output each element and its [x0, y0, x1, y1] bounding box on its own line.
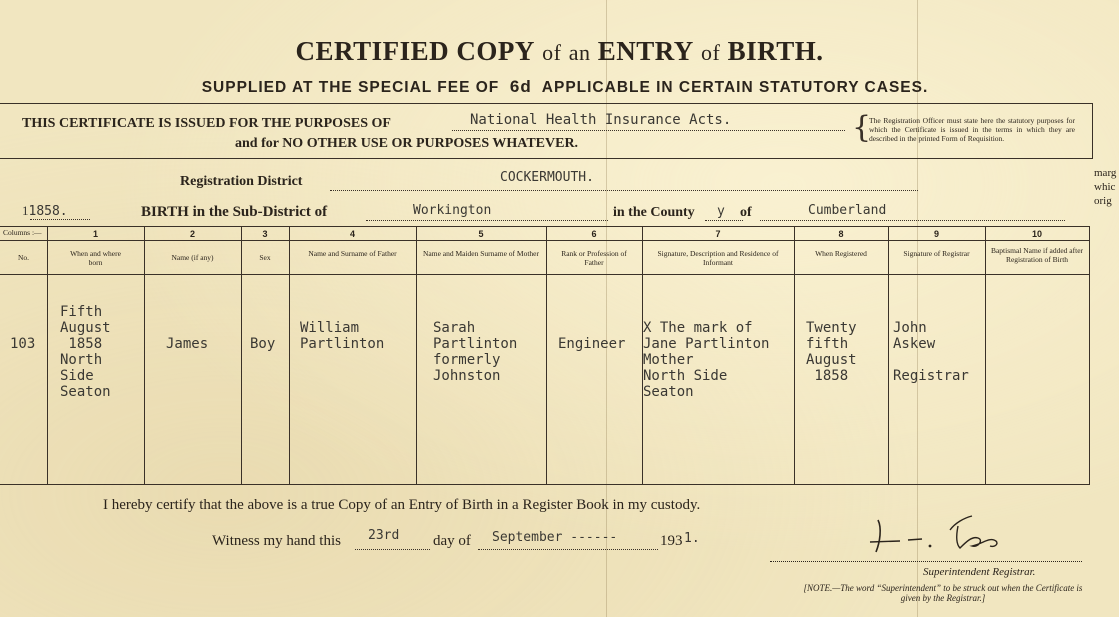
col-number: 9: [933, 229, 939, 239]
registration-district-label: Registration District: [180, 174, 303, 189]
header-sex: Sex: [259, 253, 271, 262]
header-baptismal: Baptismal Name if added after Registration of Birth: [990, 246, 1084, 264]
purpose-value: National Health Insurance Acts.: [470, 112, 732, 128]
cell-name: James: [166, 336, 209, 352]
col-number: 8: [838, 229, 844, 239]
header-no: No.: [17, 253, 30, 262]
month-value: September ------: [492, 530, 618, 545]
table-colnum-line: [0, 240, 1090, 241]
subdistrict-value: Workington: [413, 203, 492, 218]
registration-district-value: COCKERMOUTH.: [500, 170, 594, 185]
col-line: [144, 226, 145, 484]
col-line: [47, 226, 48, 484]
col-line: [794, 226, 795, 484]
signature-note: [NOTE.—The word “Superintendent” to be struck out when the Certificate is given by the Registrar.]: [803, 583, 1083, 603]
cell-profession: Engineer: [558, 336, 626, 352]
document-subtitle: SUPPLIED AT THE SPECIAL FEE OF 6d APPLICABLE IN CERTAIN STATUTORY CASES.: [201, 77, 929, 96]
columns-label: Columns :—: [3, 228, 42, 237]
col-number: 7: [715, 229, 721, 239]
header-informant: Signature, Description and Residence of Informant: [657, 249, 779, 267]
header-name: Name (if any): [171, 253, 214, 262]
table-bottom: [0, 484, 1090, 485]
margin-text: marg whic orig: [1094, 167, 1117, 207]
cell-registered: Twenty fifth August 1858: [806, 320, 857, 384]
signature-line: [770, 561, 1082, 562]
col-number: 1: [92, 229, 98, 239]
col-number: 6: [591, 229, 597, 239]
county-dotted-line-2: [760, 220, 1065, 221]
col-number: 5: [478, 229, 484, 239]
birth-subdistrict-label: BIRTH in the Sub-District of: [141, 204, 328, 220]
col-line: [985, 226, 986, 484]
col-number: 4: [349, 229, 355, 239]
day-value: 23rd: [368, 528, 400, 543]
cell-registrar: John Askew Registrar: [893, 320, 969, 384]
registration-year: 11858.: [22, 203, 68, 219]
county-dotted-line-1: [705, 220, 743, 221]
year-dotted-line: [30, 219, 90, 220]
col-number: 10: [1031, 229, 1042, 239]
header-when-registered: When Registered: [815, 249, 867, 258]
cell-no: 103: [10, 336, 36, 352]
district-dotted-line: [330, 190, 918, 191]
col-line: [416, 226, 417, 484]
document-title: CERTIFIED COPY of an ENTRY of BIRTH.: [295, 36, 824, 66]
subdistrict-dotted-line: [366, 220, 608, 221]
header-father: Name and Surname of Father: [308, 249, 397, 258]
certify-statement: I hereby certify that the above is a true Copy of an Entry of Birth in a Register Book in my custody.: [103, 497, 701, 513]
month-dotted-line: [478, 549, 658, 550]
year-value: 1.: [684, 531, 700, 546]
cell-mother: Sarah Partlinton formerly Johnston: [433, 320, 518, 384]
handwritten-signature: [860, 508, 1020, 560]
county-value: Cumberland: [808, 203, 887, 218]
purpose-side-note: The Registration Officer must state here the statutory purposes for which the Certificate is issued in the terms in which they are described in the printed Form of Requisition.: [869, 116, 1075, 143]
header-registrar: Signature of Registrar: [903, 249, 970, 258]
cell-informant: X The mark of Jane Partlinton Mother North Side Seaton: [643, 320, 770, 400]
witness-label: Witness my hand this: [212, 533, 341, 549]
county-filler: y: [717, 204, 725, 219]
header-mother: Name and Maiden Surname of Mother: [422, 249, 539, 258]
col-line: [1089, 226, 1090, 484]
day-label: day of: [433, 533, 471, 549]
purpose-dotted-line: [452, 130, 845, 131]
purpose-restriction: and for NO OTHER USE OR PURPOSES WHATEVER.: [235, 136, 579, 151]
purpose-box-right: [1092, 103, 1093, 159]
col-line: [888, 226, 889, 484]
brace: {: [852, 110, 872, 145]
cell-when-where: Fifth August 1858 North Side Seaton: [60, 304, 111, 400]
col-line: [241, 226, 242, 484]
purpose-label: THIS CERTIFICATE IS ISSUED FOR THE PURPOSES OF: [22, 116, 391, 131]
county-label: in the County: [613, 205, 695, 220]
col-number: 3: [262, 229, 268, 239]
table-header-line: [0, 274, 1090, 275]
cell-father: William Partlinton: [300, 320, 385, 352]
col-number: 2: [189, 229, 195, 239]
purpose-box-bottom: [0, 158, 1093, 159]
col-line: [546, 226, 547, 484]
header-when-where-born: When and where born: [70, 249, 121, 267]
superintendent-registrar-title: Superintendent Registrar.: [923, 566, 1036, 578]
day-dotted-line: [355, 549, 430, 550]
table-top: [0, 226, 1090, 227]
header-profession: Rank or Profession of Father: [561, 249, 627, 267]
col-line: [289, 226, 290, 484]
county-of: of: [740, 205, 752, 220]
year-prefix: 193: [660, 533, 683, 549]
purpose-box-top: [0, 103, 1093, 104]
cell-sex: Boy: [250, 336, 276, 352]
